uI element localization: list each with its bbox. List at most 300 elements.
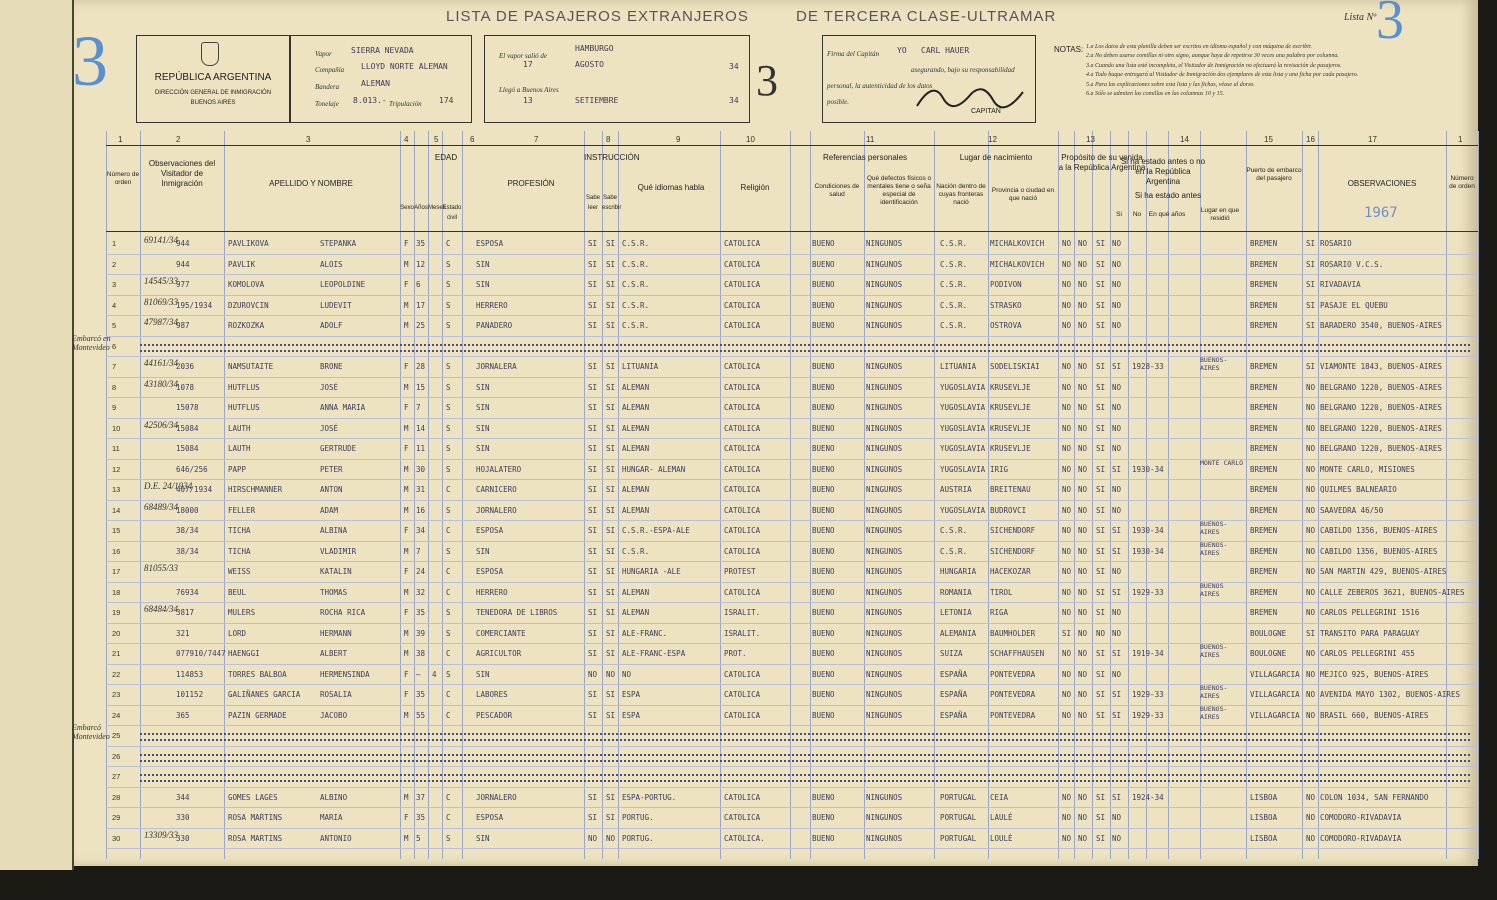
cell-salud: BUENO [812,259,835,269]
cell-defectos: NINGUNOS [866,280,903,289]
cell-civil: S [446,300,451,310]
cell-idioma: C.S.R. [622,546,650,556]
cell-salud: BUENO [812,505,835,515]
header-condiciones: Condiciones de salud [814,183,860,198]
cell-leer: SI [588,526,598,535]
table-row [106,684,1478,704]
title-right: DE TERCERA CLASE-ULTRAMAR [796,8,1057,25]
cell-p1: NO [1062,485,1072,494]
cell-p4: NO [1112,444,1122,453]
cell-obsv: RIVADAVIA [1320,280,1361,289]
cell-p4: SI [1112,526,1122,535]
cell-p4: NO [1112,259,1122,269]
cell-prof: AGRICULTOR [476,649,522,658]
cell-esc: SI [606,546,616,556]
cell-puerto: BREMEN [1250,546,1278,556]
cell-n: 20 [112,628,121,638]
cell-salud: BUENO [812,587,835,597]
nota-5: 5.a Para las explicaciones sobre esta lista y las fichas, véase al dorso. [1086,81,1255,88]
tripulacion-value: 174 [439,96,454,105]
cell-n: 16 [112,546,121,556]
cell-p16: SI [1306,628,1316,638]
cell-resid: BUENOS-AIRES [1200,540,1228,557]
table-row [106,664,1478,684]
cell-rel: CATOLICA [724,403,761,412]
cell-leer: SI [588,546,598,556]
cell-n: 12 [112,464,121,474]
cell-prof: HERRERO [476,587,508,597]
cell-puerto: BREMEN [1250,382,1278,392]
cell-anos: 55 [416,710,426,720]
cell-esc: SI [606,608,616,617]
table-row [106,438,1478,458]
cell-p16: NO [1306,382,1316,392]
bandera-label: Bandera [315,83,340,91]
cell-salud: BUENO [812,690,835,699]
cell-p1: NO [1062,362,1072,371]
org-line3: BUENOS AIRES [190,100,236,106]
cell-meses: 4 [432,669,437,679]
cell-p2: NO [1078,259,1088,269]
cell-name: TICHA [228,546,251,556]
cell-p2: NO [1078,628,1088,638]
cell-idioma: ALEMAN [622,444,650,453]
header-instruccion: INSTRUCCIÓN [584,153,640,162]
cell-p4: NO [1112,669,1122,679]
cell-p16: NO [1306,792,1316,802]
cell-idioma: C.S.R. [622,259,650,269]
cell-obs: 69141/34 [144,235,179,245]
compania-label: Compañía [315,66,345,74]
cell-obs: 42506/34 [144,419,179,430]
coat-of-arms-icon [201,42,219,66]
table-row [106,807,1478,827]
captain-box [822,35,1036,123]
cell-sexo: M [404,423,409,433]
cell-esc: SI [606,649,616,658]
lista-number: 3 [1376,0,1404,51]
cell-nacion: ESPAÑA [940,710,968,720]
cell-p1: NO [1062,833,1072,843]
cell-nacion: ALEMANIA [940,628,977,638]
cell-defectos: NINGUNOS [866,444,903,453]
cell-p1: NO [1062,690,1072,699]
cell-first: ANTON [320,485,343,494]
table-row [106,336,1478,356]
captain-name: CARL HAUER [921,46,970,55]
salio-label: El vapor salió de [499,52,548,60]
cell-p3: SI [1096,321,1106,330]
margin-note: Embarcó Montevideo [72,723,110,741]
cell-defectos: NINGUNOS [866,464,903,474]
table-row [106,418,1478,438]
row-number: 25 [112,731,121,740]
cell-ciudad: LAULÉ [990,813,1013,822]
cell-esc: NO [606,669,616,679]
cell-leer: SI [588,239,598,248]
cell-sexo: M [404,546,409,556]
salio-value: HAMBURGO [575,44,614,53]
cell-idioma: NO [622,669,632,679]
cell-rel: CATOLICA [724,239,761,248]
margin-note: Embarcó en Montevideo [72,333,111,352]
cell-sexo: F [404,239,409,248]
cell-p4: NO [1112,608,1122,617]
cell-leer: SI [588,792,598,802]
cell-leer: SI [588,485,598,494]
cell-salud: BUENO [812,792,835,802]
cell-n: 11 [112,444,120,453]
cell-anios: 1919-34 [1132,649,1164,658]
cell-ref: 344 [176,792,190,802]
cell-sexo: F [404,813,409,822]
cell-p4: NO [1112,567,1122,576]
cell-anos: 38 [416,649,426,658]
table-row [106,520,1478,540]
cell-p16: NO [1306,813,1316,822]
cell-leer: SI [588,444,598,453]
cell-prof: SIN [476,444,490,453]
cell-obs: 14545/33 [144,276,179,286]
cell-p2: NO [1078,669,1088,679]
cell-nacion: C.S.R. [940,526,968,535]
cell-name: GOMES LAGES [228,792,278,802]
cell-p4: NO [1112,833,1122,843]
table-row [106,377,1478,397]
cell-p4: NO [1112,239,1122,248]
cell-p16: SI [1306,300,1316,310]
cell-sexo: F [404,690,409,699]
cell-p1: NO [1062,259,1072,269]
cell-anos: 30 [416,464,426,474]
cell-rel: CATOLICA [724,444,761,453]
cell-n: 23 [112,690,121,699]
cell-ciudad: PONTEVEDRA [990,690,1036,699]
cell-esc: SI [606,444,616,453]
cell-rel: CATOLICA [724,526,761,535]
cell-rel: CATOLICA [724,423,761,433]
cell-esc: SI [606,464,616,474]
cell-anios: 1930-34 [1132,464,1164,474]
cell-anos: 32 [416,587,426,597]
cell-first: THOMAS [320,587,348,597]
cell-p4: NO [1112,628,1122,638]
cell-ref: 944 [176,259,190,269]
cell-anos: 15 [416,382,426,392]
cell-sexo: M [404,587,409,597]
cell-obsv: TRANSITO PARA PARAGUAY [1320,628,1420,638]
cell-prof: JORNALERO [476,792,517,802]
cell-anos: 11 [416,444,426,453]
cell-puerto: BOULOGNE [1250,628,1287,638]
cell-p1: NO [1062,669,1072,679]
cell-p3: SI [1096,300,1106,310]
cell-obs: D.E. 24/1934 [144,481,193,491]
cell-rel: CATOLICA [724,485,761,494]
vapor-label: Vapor [315,50,332,58]
cell-rel: CATOLICA [724,505,761,515]
table-row [106,725,1478,745]
cell-prof: LABORES [476,690,508,699]
cell-rel: CATOLICA [724,280,761,289]
cell-prof: CARNICERO [476,485,517,494]
cell-prof: SIN [476,382,490,392]
cell-p1: NO [1062,587,1072,597]
cell-rel: CATOLICA. [724,833,765,843]
cell-p1: NO [1062,546,1072,556]
cell-salud: BUENO [812,403,835,412]
cell-ref: 407/1934 [176,485,213,494]
cell-p4: SI [1112,587,1122,597]
cell-n: 24 [112,710,121,720]
cell-idioma: ALEMAN [622,587,650,597]
cell-ciudad: BAUMHOLDER [990,628,1036,638]
cell-resid: BUENOS-AIRES [1200,643,1228,659]
captain-text1: asegurando, bajo su responsabilidad [911,66,1015,74]
header-puerto: Puerto de embarco del pasajero [1246,167,1302,182]
cell-esc: SI [606,792,616,802]
cell-anos: 35 [416,239,426,248]
cell-civil: C [446,567,451,576]
notes-box [1052,35,1442,121]
cell-p2: NO [1078,444,1088,453]
row-number: 6 [112,341,117,351]
header-profesion: PROFESIÓN [507,179,555,188]
cell-ciudad: RIGA [990,608,1009,617]
cell-p4: NO [1112,280,1122,289]
cell-defectos: NINGUNOS [866,526,903,535]
salio-day: 17 [523,60,533,69]
cell-p16: NO [1306,505,1316,515]
cell-p1: NO [1062,813,1072,822]
cell-sexo: F [404,526,409,535]
cell-first: KATALIN [320,567,352,576]
table-row [106,746,1478,766]
cell-ref: 3817 [176,608,195,617]
cell-idioma: ALEMAN [622,423,650,433]
cell-rel: CATOLICA [724,546,761,556]
cell-idioma: HUNGAR- ALEMAN [622,464,686,474]
cell-anos: 24 [416,567,426,576]
cell-obs: 47987/34 [144,317,179,327]
cell-civil: C [446,526,451,535]
cell-civil: C [446,649,451,658]
cell-ref: 101152 [176,690,204,699]
cell-salud: BUENO [812,813,835,822]
cell-leer: NO [588,669,598,679]
cell-name: HUTFLUS [228,403,260,412]
stamp-number: 1967 [1364,205,1398,221]
cell-puerto: BREMEN [1250,403,1278,412]
column-rule [1478,131,1479,859]
cell-name: TORRES BALBOA [228,669,287,679]
cell-name: HIRSCHMANNER [228,485,283,494]
cell-rel: CATOLICA [724,464,761,474]
cell-ciudad: HACEKOZAR [990,567,1031,576]
cell-p16: NO [1306,608,1316,617]
org-box [136,35,290,123]
cell-defectos: NINGUNOS [866,362,903,371]
cell-ref: 38/34 [176,526,199,535]
tripulacion-label: Tripulación [389,100,422,108]
cell-p2: NO [1078,403,1088,412]
cell-p2: NO [1078,280,1088,289]
cell-puerto: BREMEN [1250,587,1278,597]
cell-sexo: M [404,382,409,392]
cell-nacion: ESPAÑA [940,690,968,699]
cell-p2: NO [1078,485,1088,494]
table-row [106,254,1478,274]
cell-ciudad: KRUSEVLJE [990,382,1031,392]
cell-p3: SI [1096,362,1106,371]
header-observaciones: OBSERVACIONES [1347,179,1417,188]
cell-anios: 1930-34 [1132,526,1164,535]
cell-p2: NO [1078,382,1088,392]
cell-idioma: ESPA-PORTUG. [622,792,677,802]
cell-ref: 15084 [176,444,199,453]
cell-civil: S [446,669,451,679]
cell-esc: SI [606,485,616,494]
cell-obsv: MONTE CARLO, MISIONES [1320,464,1415,474]
cell-salud: BUENO [812,608,835,617]
cell-obsv: PASAJE EL QUEBU [1320,300,1388,310]
cell-anos: 35 [416,690,426,699]
header-estado: Estado civil [442,205,462,221]
cell-defectos: NINGUNOS [866,710,903,720]
cell-obsv: CABILDO 1356, BUENOS-AIRES [1320,526,1438,535]
cell-p1: NO [1062,526,1072,535]
cell-p3: SI [1096,259,1106,269]
cell-puerto: BREMEN [1250,505,1278,515]
cell-defectos: NINGUNOS [866,546,903,556]
cell-obsv: VIAMONTE 1843, BUENOS-AIRES [1320,362,1442,371]
llego-label: Llegó a Buenos Aires [499,86,559,94]
header-orden2: Número de orden [1449,175,1475,190]
cell-anos: 16 [416,505,426,515]
table-row [106,643,1478,663]
cell-puerto: BREMEN [1250,608,1278,617]
column-number: 4 [404,135,409,144]
cell-anos: 7 [416,546,421,556]
cell-obsv: COMODORO-RIVADAVIA [1320,833,1402,843]
cell-n: 21 [112,649,121,658]
cell-n: 1 [112,239,117,248]
cell-anos: 35 [416,608,426,617]
cell-obs: 68484/34 [144,604,179,614]
cell-p4: NO [1112,813,1122,822]
cell-name: BEUL [228,587,247,597]
cell-esc: SI [606,259,616,269]
cell-rel: ISRALIT. [724,628,761,638]
cell-rel: CATOLICA [724,259,761,269]
cell-ref: 18000 [176,505,199,515]
cell-first: HERMANN [320,628,352,638]
cell-civil: C [446,239,451,248]
cell-resid: BUENOS-AIRES [1200,520,1228,536]
cell-esc: SI [606,505,616,515]
cell-ciudad: PONTEVEDRA [990,710,1036,720]
cell-n: 3 [112,280,117,289]
cell-n: 14 [112,505,121,515]
cell-defectos: NINGUNOS [866,403,903,412]
cell-sexo: M [404,833,409,843]
header-nacion: Nación dentro de cuyas fronteras nació [936,183,986,206]
cell-civil: S [446,403,451,412]
tonelaje-label: Tonelaje [315,100,339,108]
cell-p2: NO [1078,833,1088,843]
cell-puerto: BREMEN [1250,567,1278,576]
cell-ciudad: BUDROVCI [990,505,1027,515]
header-leer: Sabe leer [585,195,600,211]
cell-p2: NO [1078,649,1088,658]
cell-civil: S [446,444,451,453]
cell-n: 30 [112,833,121,843]
cell-prof: ESPOSA [476,526,504,535]
table-row [106,623,1478,643]
cell-p16: NO [1306,423,1316,433]
cell-p2: NO [1078,423,1088,433]
cell-idioma: C.S.R. [622,300,650,310]
cell-sexo: M [404,259,409,269]
column-number: 14 [1180,135,1189,144]
cell-p1: NO [1062,300,1072,310]
cell-puerto: BREMEN [1250,485,1278,494]
cell-first: ROSALIA [320,690,352,699]
cell-defectos: NINGUNOS [866,259,903,269]
cell-prof: TENEDORA DE LIBROS [476,608,558,617]
cell-esc: SI [606,362,616,371]
cell-resid: BUENOS-AIRES [1200,704,1228,721]
table-row [106,561,1478,581]
cell-rel: ISRALIT. [724,608,761,617]
cell-ciudad: SICHENDORF [990,526,1036,535]
cell-nacion: YUGOSLAVIA [940,444,986,453]
title-left: LISTA DE PASAJEROS EXTRANJEROS [446,8,749,25]
cell-p16: NO [1306,403,1316,412]
cell-n: 28 [112,792,121,802]
cell-defectos: NINGUNOS [866,321,903,330]
cell-puerto: LISBOA [1250,792,1278,802]
cell-obs: 81069/33 [144,296,179,307]
cell-salud: BUENO [812,382,835,392]
cell-n: 15 [112,526,121,535]
cell-p2: NO [1078,526,1088,535]
cell-n: 13 [112,485,121,494]
cell-obsv: QUILMES BALNEARIO [1320,485,1397,494]
cell-p3: NO [1096,628,1106,638]
cell-ref: 321 [176,628,190,638]
cell-nacion: AUSTRIA [940,485,972,494]
cell-rel: PROTEST [724,567,756,576]
cell-ref: 15078 [176,403,199,412]
cell-obs: 81055/33 [144,563,179,573]
cell-sexo: M [404,649,409,658]
cell-p16: NO [1306,690,1316,699]
nota-1: 1.a Los datos de esta planilla deben ser escritos en idioma español y con máquina de escribir. [1086,44,1312,50]
cell-resid: BUENOS-AIRES [1200,684,1228,700]
cell-anios: 1929-33 [1132,587,1164,597]
cell-n: 18 [112,587,121,597]
cell-name: WEISS [228,567,251,576]
cell-p4: SI [1112,546,1122,556]
cell-anos: 34 [416,526,426,535]
cell-obs: 68489/34 [144,501,179,512]
header-religion: Religión [740,183,770,192]
cell-sexo: M [404,792,409,802]
cell-prof: SIN [476,259,490,269]
cell-defectos: NINGUNOS [866,485,903,494]
cell-puerto: LISBOA [1250,813,1278,822]
